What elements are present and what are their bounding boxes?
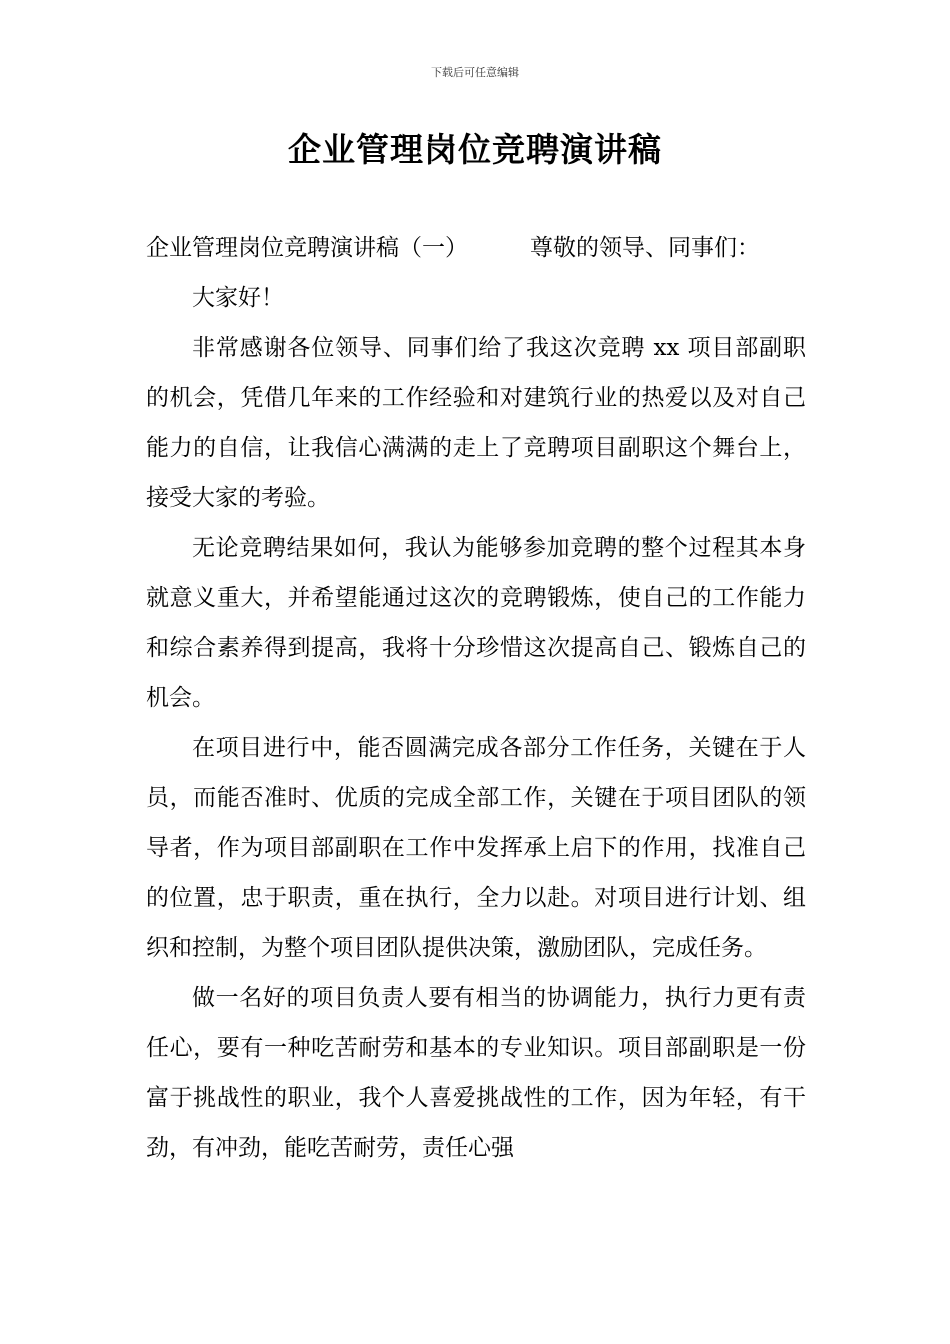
intro-line — [146, 223, 806, 273]
paragraph: 在项目进行中，能否圆满完成各部分工作任务，关键在于人员，而能否准时、优质的完成全部工作，关键在于项目团队的领导者，作为项目部副职在工作中发挥承上启下的作用，找准自己的位置，忠于职责，重在执行，全力以赴。对项目进行计划、组织和控制，为整个项目团队提供决策，激励团队，完成任务。 — [146, 735, 806, 961]
salutation: 尊敬的领导、同事们： — [530, 235, 760, 261]
header-note: 下载后可任意编辑 — [431, 66, 519, 79]
document-title: 企业管理岗位竞聘演讲稿 — [288, 130, 662, 169]
document-subtitle: 企业管理岗位竞聘演讲稿（一） — [146, 235, 468, 261]
paragraph: 无论竞聘结果如何，我认为能够参加竞聘的整个过程其本身就意义重大，并希望能通过这次的竞聘锻炼，使自己的工作能力和综合素养得到提高，我将十分珍惜这次提高自己、锻炼自己的机会。 — [146, 535, 806, 711]
document-body — [146, 223, 806, 1173]
paragraph: 做一名好的项目负责人要有相当的协调能力，执行力更有责任心，要有一种吃苦耐劳和基本的专业知识。项目部副职是一份富于挑战性的职业，我个人喜爱挑战性的工作，因为年轻，有干劲，有冲劲，能吃苦耐劳，责任心强 — [146, 985, 806, 1161]
paragraph-greeting: 大家好！ — [192, 285, 284, 311]
paragraph: 非常感谢各位领导、同事们给了我这次竞聘 xx 项目部副职的机会，凭借几年来的工作经验和对建筑行业的热爱以及对自己能力的自信，让我信心满满的走上了竞聘项目副职这个舞台上，接受大家的考验。 — [146, 335, 806, 511]
